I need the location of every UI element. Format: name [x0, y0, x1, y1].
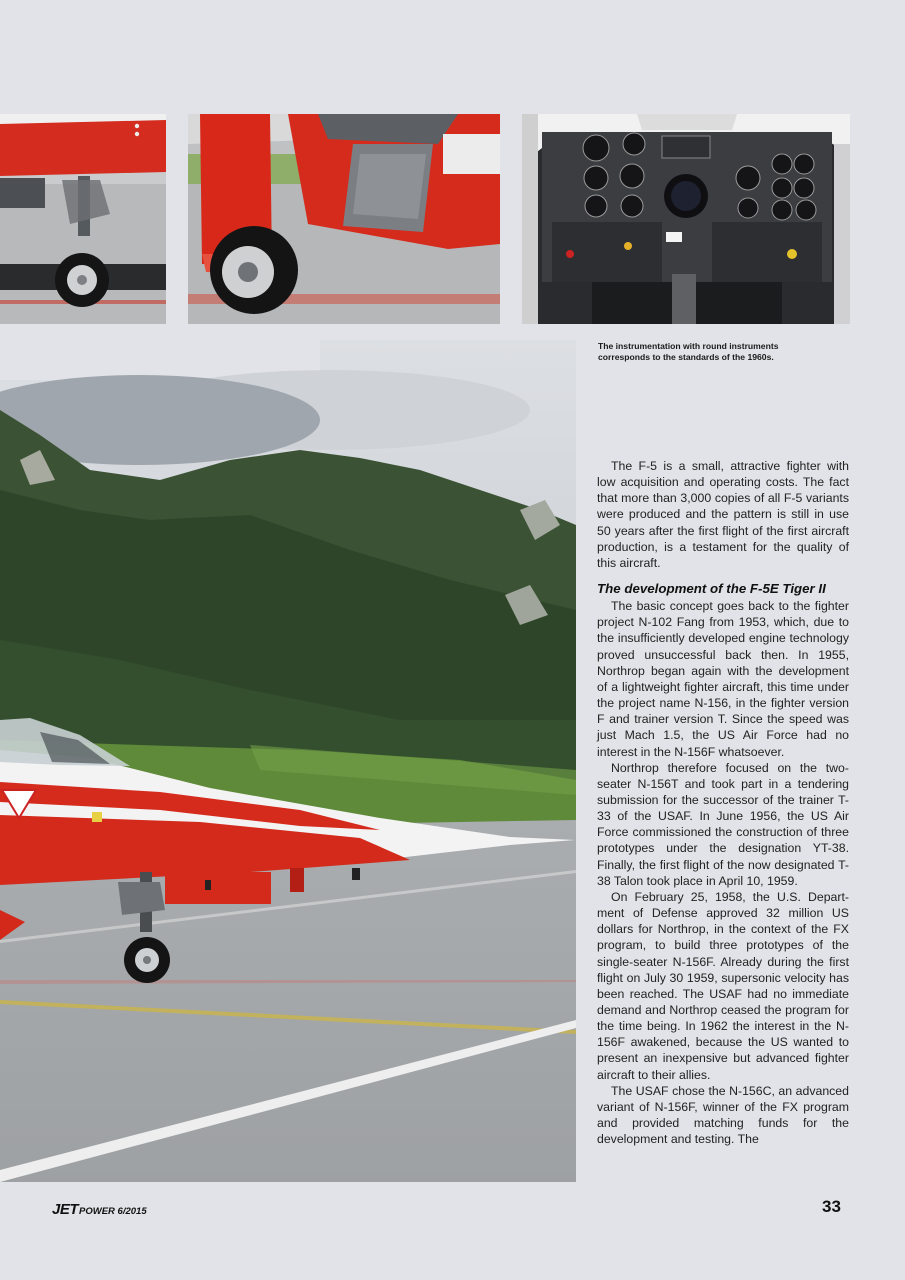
cockpit-photo	[522, 114, 850, 324]
main-aircraft-illustration	[0, 340, 576, 1182]
nose-gear-photo	[0, 114, 166, 324]
article-paragraph-1: The basic concept goes back to the fighter project N-102 Fang from 1953, which, due to the insufficiently developed engine technology proved unsuccessful back then. In 1955, Northrop began again with the development of a lightweight fighter aircraft, this time under the project name N-156, in the fighter version F and trainer version T. Since the speed was just Mach 1.5, the US Air Force had no interest in the N-156F whatsoever.	[597, 599, 849, 759]
main-aircraft-photo	[0, 340, 576, 1182]
main-gear-illustration	[188, 114, 500, 324]
main-gear-photo	[188, 114, 500, 324]
page-number: 33	[822, 1197, 841, 1216]
cockpit-caption: The instrumentation with round instruments corresponds to the standards of the 1960s.	[598, 341, 779, 363]
article-paragraph-4: The USAF chose the N-156C, an advanced variant of N-156F, winner of the FX program and provided matching funds for the development and testing. The	[597, 1083, 849, 1147]
nose-gear-illustration	[0, 114, 166, 324]
article-intro: The F-5 is a small, attractive fighter with low acquisition and operating costs. The fact that more than 3,000 copies of all F-5 variants were produced and the pattern is still in use 50 years after the first flight of the first aircraft production, is a testament for the quality of this aircraft.	[597, 459, 849, 570]
cockpit-illustration	[522, 114, 850, 324]
magazine-issue: POWER 6/2015	[79, 1206, 147, 1217]
article-body	[597, 455, 849, 1147]
article-heading: The development of the F-5E Tiger II	[597, 581, 826, 597]
magazine-footer-brand	[52, 1201, 147, 1219]
article-paragraph-2: Northrop therefore focused on the two-seater N-156T and took part in a tendering submission for the successor of the trainer T-33 of the USAF. In June 1956, the US Air Force commissioned the construction of three prototypes under the designation YT-38. Finally, the first flight of the now designated T-38 Talon took place in April 10, 1959.	[597, 760, 849, 888]
magazine-logo-jet: JET	[52, 1201, 79, 1218]
article-paragraph-3: On February 25, 1958, the U.S. Department of Defense approved 32 million US dollars for Northrop, in the context of the FX program, to build three prototypes of the single-seater N-156F. Already during the first flight on July 30 1959, supersonic velocity has been reached. The USAF had no immediate demand and Northrop ceased the program for the time being. In 1962 the interest in the N-156F awakened, because the US wanted to present an inexpensive but advanced fighter aircraft to their allies.	[597, 889, 849, 1082]
